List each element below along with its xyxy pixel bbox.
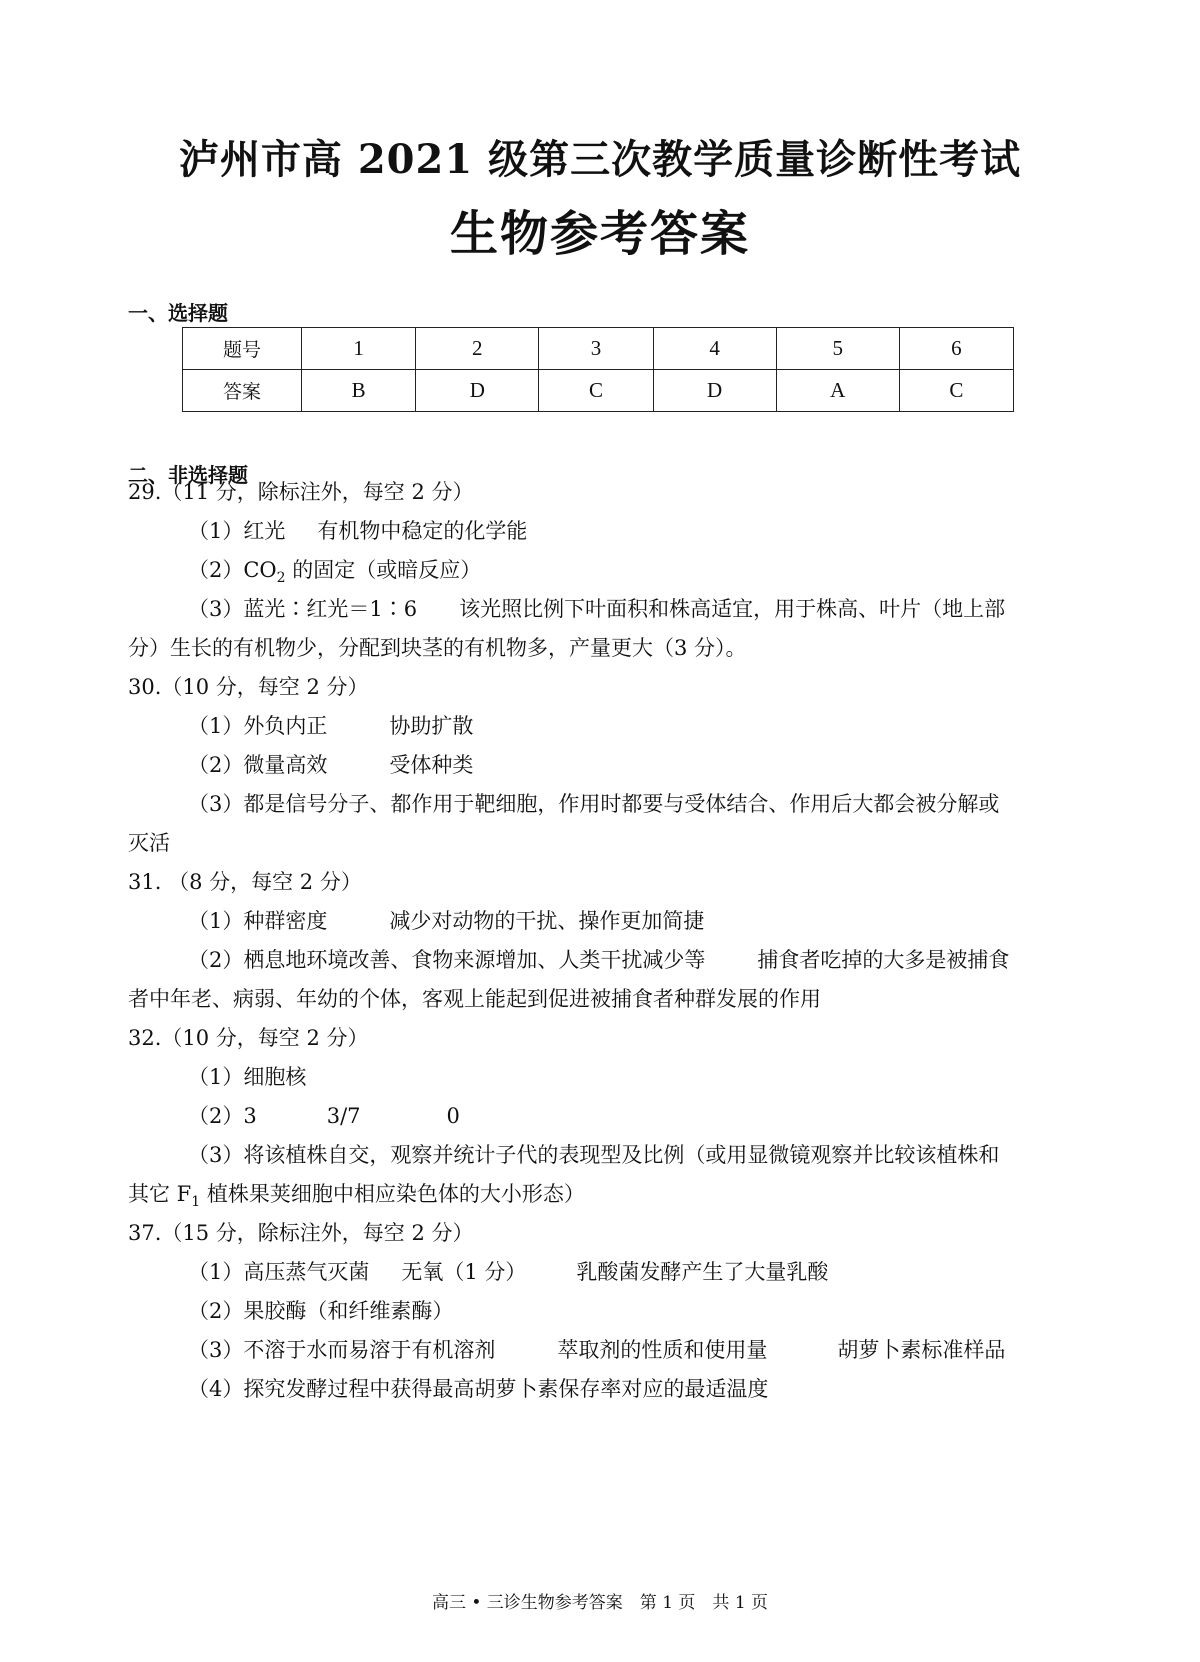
q29-answer-3-cont: 分）生长的有机物少，分配到块茎的有机物多，产量更大（3 分）。 — [128, 636, 747, 660]
answer-cell: D — [653, 370, 776, 412]
answer-cell: A — [776, 370, 899, 412]
section-heading-choice: 一、选择题 — [128, 301, 228, 325]
section-heading-nonchoice: 二、非选择题 — [128, 463, 248, 487]
question-number: 3 — [539, 328, 653, 370]
q32-answer-3-cont: 其它 $F_1$ 植株果荚细胞中相应染色体的大小形态） — [128, 1182, 585, 1211]
question-number: 4 — [653, 328, 776, 370]
question-number: 1 — [302, 328, 416, 370]
table-row-numbers — [183, 328, 1014, 370]
q37-answer-2: （2）果胶酶（和纤维素酶） — [188, 1299, 454, 1323]
q31-answer-2: （2）栖息地环境改善、食物来源增加、人类干扰减少等 捕食者吃掉的大多是被捕食 — [188, 948, 1010, 972]
q31-answer-2-cont: 者中年老、病弱、年幼的个体，客观上能起到促进被捕食者种群发展的作用 — [128, 987, 821, 1011]
q32-answer-1: （1）细胞核 — [188, 1065, 307, 1089]
question-32-header: 32.（10 分，每空 2 分） — [128, 1026, 369, 1050]
question-30-header: 30.（10 分，每空 2 分） — [128, 675, 369, 699]
answer-table — [182, 327, 1014, 412]
table-row-answers — [183, 370, 1014, 412]
question-37-header: 37.（15 分，除标注外，每空 2 分） — [128, 1221, 474, 1245]
q30-answer-2: （2）微量高效 受体种类 — [188, 753, 474, 777]
q32-answer-3: （3）将该植株自交，观察并统计子代的表现型及比例（或用显微镜观察并比较该植株和 — [188, 1143, 1000, 1167]
page-footer: 高三 • 三诊生物参考答案 第 1 页 共 1 页 — [431, 1593, 769, 1613]
q30-answer-3-cont: 灭活 — [128, 831, 170, 855]
q37-answer-1: （1）高压蒸气灭菌 无氧（1 分） 乳酸菌发酵产生了大量乳酸 — [188, 1260, 829, 1284]
q37-answer-4: （4）探究发酵过程中获得最高胡萝卜素保存率对应的最适温度 — [188, 1377, 769, 1401]
q29-answer-3: （3）蓝光∶红光＝1∶6 该光照比例下叶面积和株高适宜，用于株高、叶片（地上部 — [188, 597, 1006, 621]
question-29-header: 29.（11 分，除标注外，每空 2 分） — [128, 480, 474, 504]
q31-answer-1: （1）种群密度 减少对动物的干扰、操作更加简捷 — [188, 909, 705, 933]
row-label-number: 题号 — [183, 328, 302, 370]
answer-cell: C — [899, 370, 1013, 412]
question-31-header: 31. （8 分，每空 2 分） — [128, 870, 362, 894]
row-label-answer: 答案 — [183, 370, 302, 412]
q30-answer-1: （1）外负内正 协助扩散 — [188, 714, 474, 738]
q30-answer-3: （3）都是信号分子、都作用于靶细胞，作用时都要与受体结合、作用后大都会被分解或 — [188, 792, 1000, 816]
question-number: 2 — [416, 328, 539, 370]
question-number: 5 — [776, 328, 899, 370]
q29-answer-2: $(2)CO_2$ 的固定（或暗反应） — [188, 558, 482, 587]
answer-cell: C — [539, 370, 653, 412]
question-number: 6 — [899, 328, 1013, 370]
q32-answer-2: （2）3 3/7 0 — [188, 1104, 460, 1128]
answer-cell: B — [302, 370, 416, 412]
q37-answer-3: （3）不溶于水而易溶于有机溶剂 萃取剂的性质和使用量 胡萝卜素标准样品 — [188, 1338, 1006, 1362]
exam-subtitle: 生物参考答案 — [449, 206, 750, 262]
answer-cell: D — [416, 370, 539, 412]
q29-answer-1: （1）红光 有机物中稳定的化学能 — [188, 519, 528, 543]
exam-title: 泸州市高 2021 级第三次教学质量诊断性考试 — [178, 136, 1022, 183]
